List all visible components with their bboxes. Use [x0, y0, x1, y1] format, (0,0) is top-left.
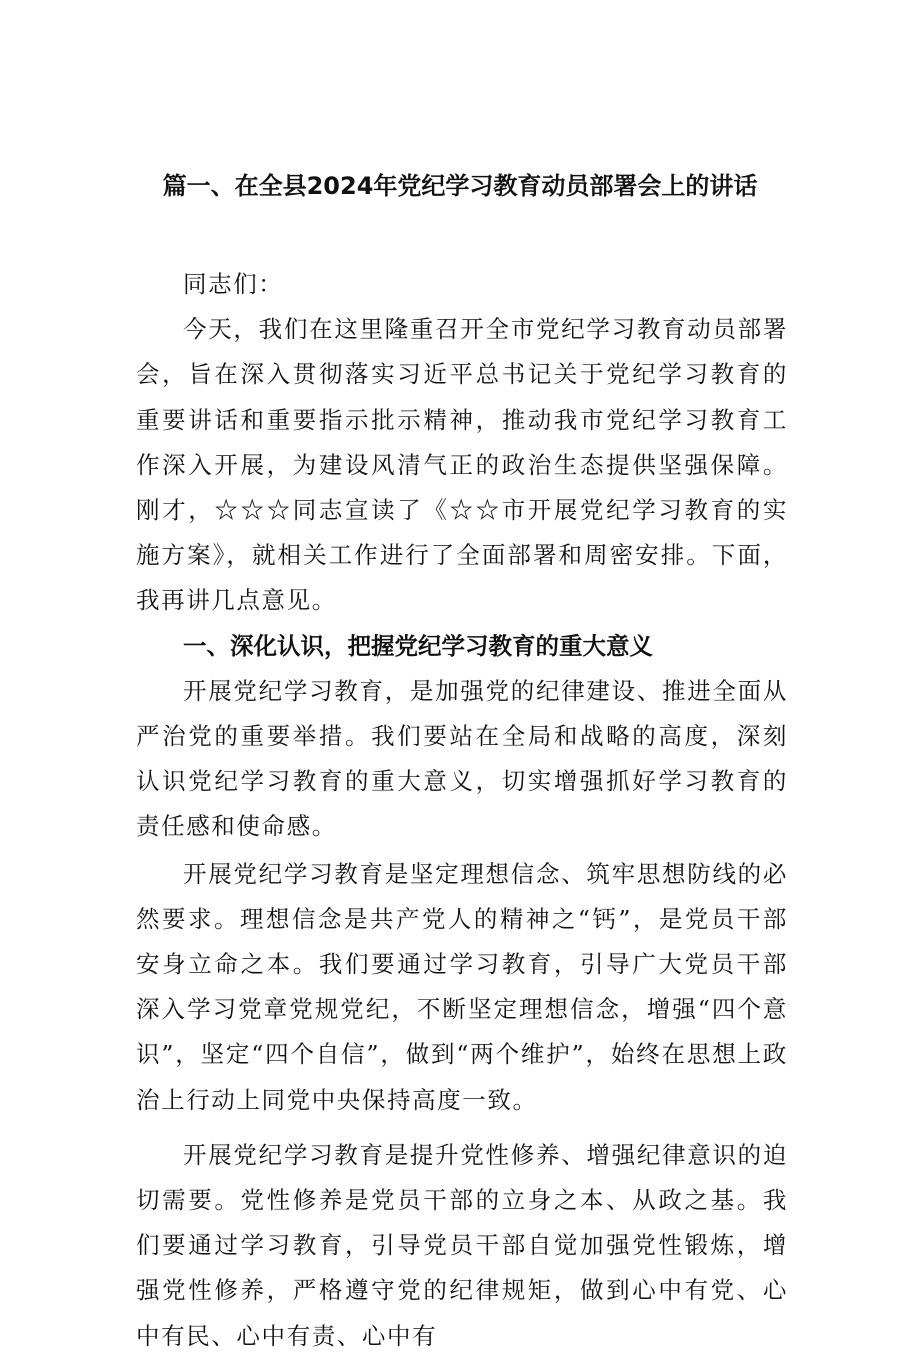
document-title: 篇一、在全县2024年党纪学习教育动员部署会上的讲话 [162, 172, 758, 200]
greeting: 同志们： [183, 270, 284, 298]
section-heading: 一、深化认识，把握党纪学习教育的重大意义 [183, 631, 653, 660]
paragraph-significance: 开展党纪学习教育，是加强党的纪律建设、推进全面从严治党的重要举措。我们要站在全局和战略的高度，深刻认识党纪学习教育的重大意义，切实增强抓好学习教育的责任感和使命感。 [136, 676, 788, 841]
paragraph-intro: 今天，我们在这里隆重召开全市党纪学习教育动员部署会，旨在深入贯彻落实习近平总书记关于党纪学习教育的重要讲话和重要指示批示精神，推动我市党纪学习教育工作深入开展，为建设风清气正的政治生态提供坚强保障。刚才，☆☆☆同志宣读了《☆☆市开展党纪学习教育的实施方案》，就相关工作进行了全面部署和周密安排。下面，我再讲几点意见。 [136, 315, 788, 615]
paragraph-ideals: 开展党纪学习教育是坚定理想信念、筑牢思想防线的必然要求。理想信念是共产党人的精神之“钙”，是党员干部安身立命之本。我们要通过学习教育，引导广大党员干部深入学习党章党规党纪，不断坚定理想信念，增强“四个意识”，坚定“四个自信”，做到“两个维护”，始终在思想上政治上行动上同党中央保持高度一致。 [136, 859, 788, 1114]
paragraph-party-spirit: 开展党纪学习教育是提升党性修养、增强纪律意识的迫切需要。党性修养是党员干部的立身之本、从政之基。我们要通过学习教育，引导党员干部自觉加强党性锻炼，增强党性修养，严格遵守党的纪律规矩，做到心中有党、心中有民、心中有责、心中有 [136, 1140, 788, 1350]
document-body [136, 262, 788, 1359]
